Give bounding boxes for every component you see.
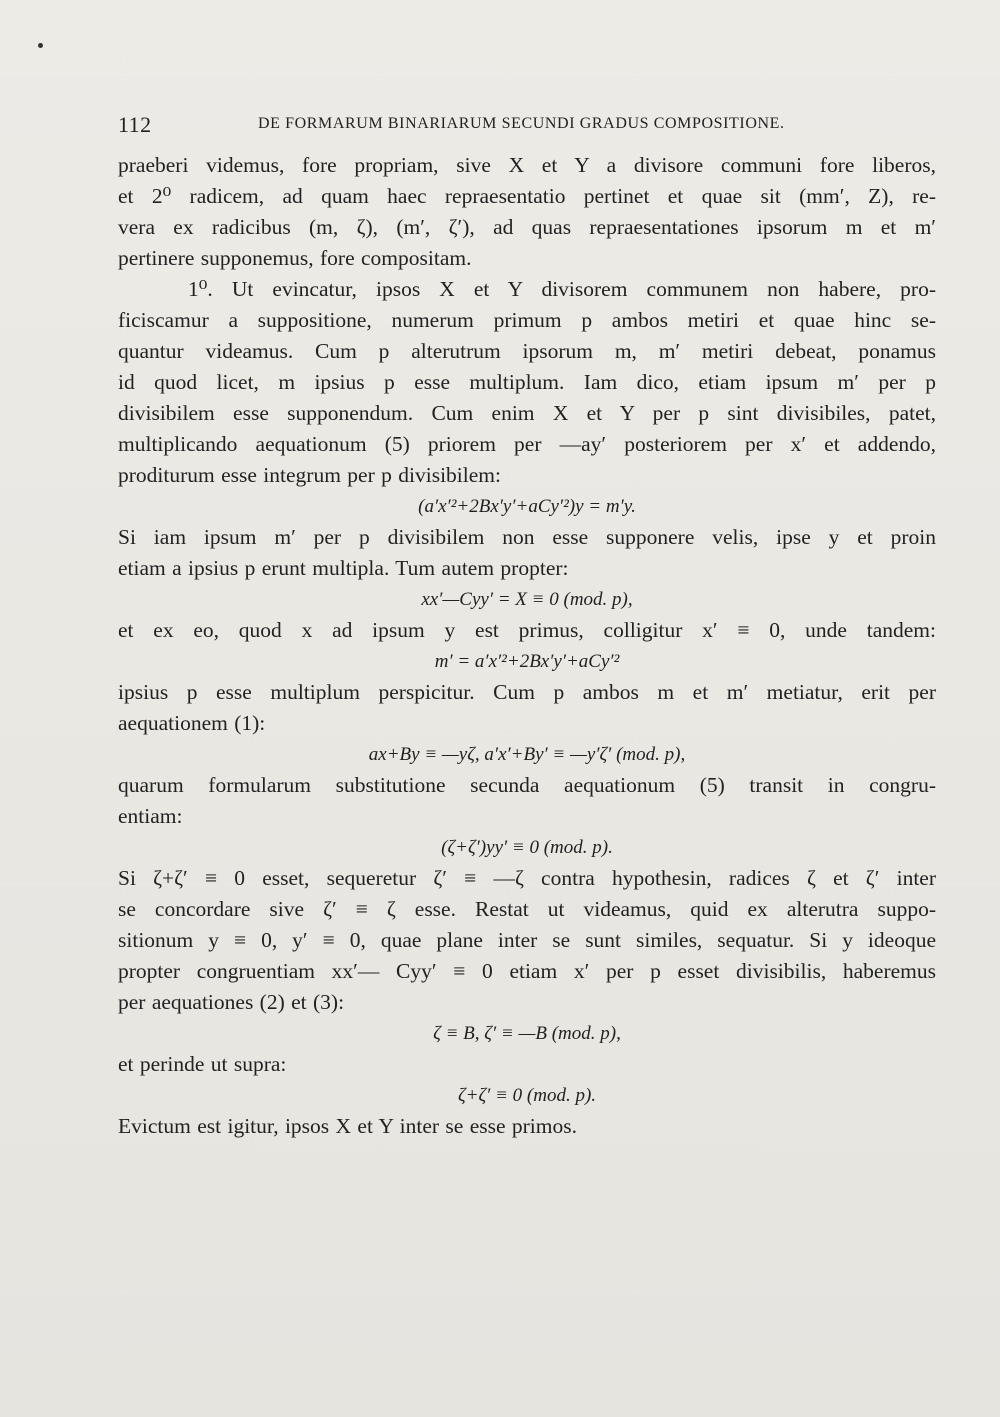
text-line: et perinde ut supra: xyxy=(118,1052,287,1076)
equation: (a′x′²+2Bx′y′+aCy′²)y = m′y. xyxy=(418,496,636,517)
equation: ζ ≡ B, ζ′ ≡ —B (mod. p), xyxy=(433,1023,621,1044)
text-line: ficiscamur a suppositione, numerum primum p ambos metiri et quae hinc se- xyxy=(118,308,936,332)
equation: ζ+ζ′ ≡ 0 (mod. p). xyxy=(457,1085,597,1106)
text-line: Si ζ+ζ′ ≡ 0 esset, sequeretur ζ′ ≡ —ζ contra hypothesin, radices ζ et ζ′ inter xyxy=(118,866,936,890)
text-line: quantur videamus. Cum p alterutrum ipsorum m, m′ metiri debeat, ponamus xyxy=(118,339,936,363)
text-line: aequationem (1): xyxy=(118,711,266,735)
ink-speck xyxy=(38,43,43,48)
text-line: Evictum est igitur, ipsos X et Y inter se esse primos. xyxy=(118,1114,577,1138)
text-line: entiam: xyxy=(118,804,183,828)
text-line: praeberi videmus, fore propriam, sive X et Y a divisore communi fore liberos, xyxy=(118,153,936,177)
page-number: 112 xyxy=(118,112,152,137)
equation: (ζ+ζ′)yy′ ≡ 0 (mod. p). xyxy=(441,837,613,858)
page-header xyxy=(118,112,913,140)
text-line: sitionum y ≡ 0, y′ ≡ 0, quae plane inter se sunt similes, sequatur. Si y ideoque xyxy=(118,928,936,952)
text-line: multiplicando aequationum (5) priorem per —ay′ posteriorem per x′ et addendo, xyxy=(118,432,936,456)
text-line: et ex eo, quod x ad ipsum y est primus, colligitur x′ ≡ 0, unde tandem: xyxy=(118,618,936,642)
text-line: per aequationes (2) et (3): xyxy=(118,990,345,1014)
text-line: quarum formularum substitutione secunda aequationum (5) transit in congru- xyxy=(118,773,936,797)
equation: m′ = a′x′²+2Bx′y′+aCy′² xyxy=(434,651,620,672)
text-line: propter congruentiam xx′— Cyy′ ≡ 0 etiam x′ per p esset divisibilis, haberemus xyxy=(118,959,936,983)
text-line: etiam a ipsius p erunt multipla. Tum autem propter: xyxy=(118,556,569,580)
equation: ax+By ≡ —yζ, a′x′+By′ ≡ —y′ζ′ (mod. p), xyxy=(368,744,686,765)
text-line: id quod licet, m ipsius p esse multiplum. Iam dico, etiam ipsum m′ per p xyxy=(118,370,936,394)
text-line: pertinere supponemus, fore compositam. xyxy=(118,246,472,270)
text-line: vera ex radicibus (m, ζ), (m′, ζ′), ad quas repraesentationes ipsorum m et m′ xyxy=(118,215,936,239)
text-line: 1⁰. Ut evincatur, ipsos X et Y divisorem communem non habere, pro- xyxy=(188,277,936,301)
text-line: divisibilem esse supponendum. Cum enim X et Y per p sint divisibiles, patet, xyxy=(118,401,936,425)
page-body xyxy=(118,150,936,1142)
running-title: DE FORMARUM BINARIARUM SECUNDI GRADUS COMPOSITIONE. xyxy=(258,115,785,132)
equation: xx′—Cyy′ = X ≡ 0 (mod. p), xyxy=(421,589,633,610)
text-line: proditurum esse integrum per p divisibilem: xyxy=(118,463,501,487)
text-line: se concordare sive ζ′ ≡ ζ esse. Restat ut videamus, quid ex alterutra suppo- xyxy=(118,897,936,921)
text-line: et 2⁰ radicem, ad quam haec repraesentatio pertinet et quae sit (mm′, Z), re- xyxy=(118,184,936,208)
text-line: Si iam ipsum m′ per p divisibilem non esse supponere velis, ipse y et proin xyxy=(118,525,936,549)
text-line: ipsius p esse multiplum perspicitur. Cum p ambos m et m′ metiatur, erit per xyxy=(118,680,936,704)
